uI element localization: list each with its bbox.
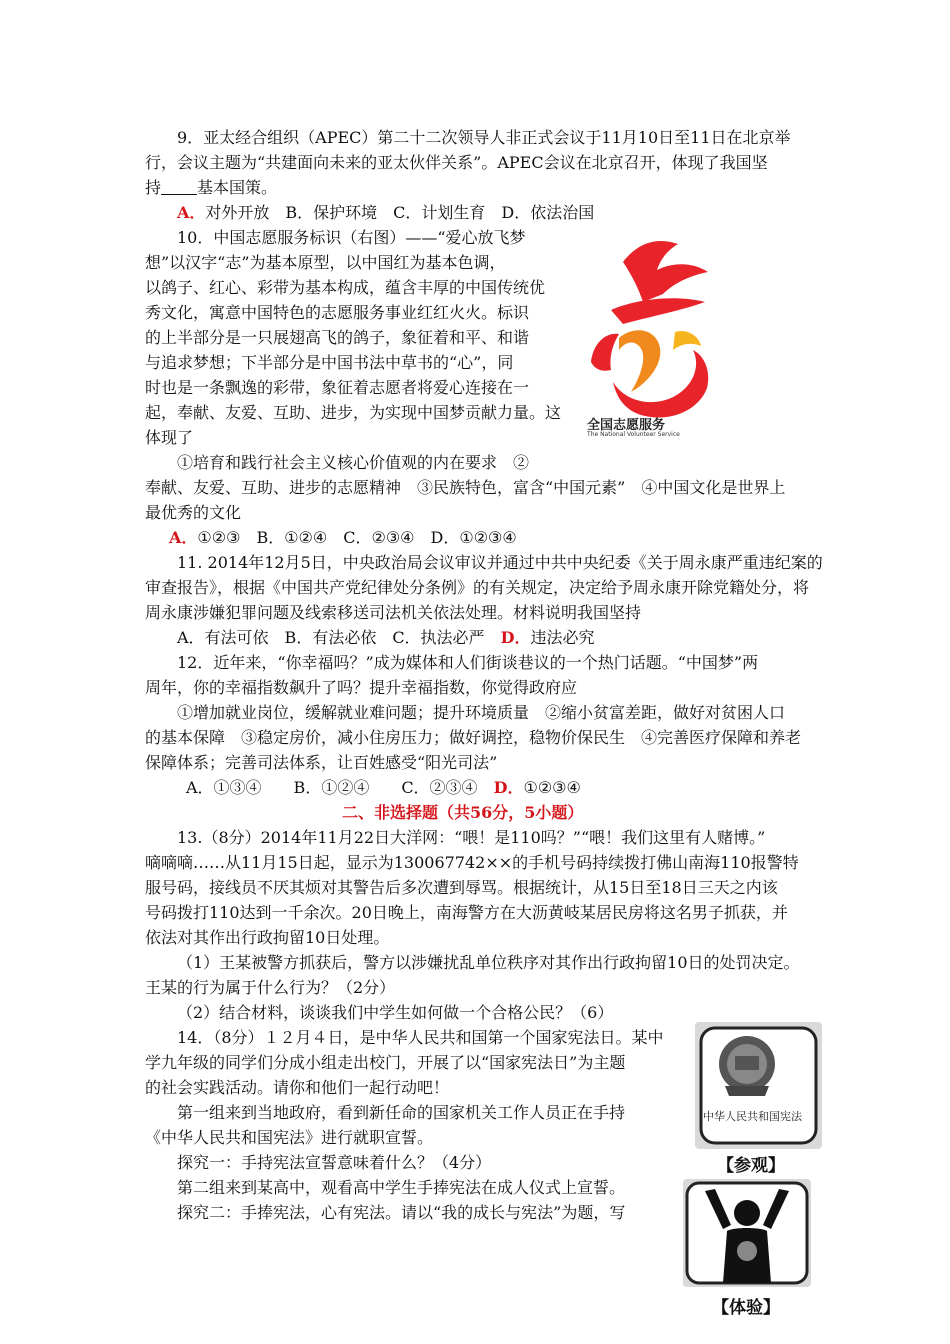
q10-line: 体现了 bbox=[145, 428, 194, 447]
q12-line-4: 的基本保障 ③稳定房价，减小住房压力；做好调控，稳物价保民生 ④完善医疗保障和养老 bbox=[145, 728, 802, 747]
q13-sub-1: （1）王某被警方抓获后，警方以涉嫌扰乱单位秩序对其作出行政拘留10日的处罚决定。 bbox=[177, 953, 800, 972]
person-raising-arms-icon bbox=[683, 1179, 811, 1287]
q10-line: 与追求梦想；下半部分是中国书法中草书的“心”，同 bbox=[145, 353, 514, 372]
logo-title: 全国志愿服务 bbox=[587, 418, 666, 433]
q13-line-1: 13.（8分）2014年11月22日大洋网：“喂！是110吗？”“喂！我们这里有人赌博。” bbox=[177, 828, 766, 847]
q13-line-2: 嘀嘀嘀……从11月15日起，显示为130067742××的手机号码持续拨打佛山南海110报警特 bbox=[145, 853, 799, 872]
q14-line-4: 第一组来到当地政府，看到新任命的国家机关工作人员正在手持 bbox=[177, 1103, 626, 1122]
q12-line-3: ①增加就业岗位，缓解就业难问题；提升环境质量 ②缩小贫富差距，做好对贫困人口 bbox=[177, 703, 786, 722]
q10-line: 10．中国志愿服务标识（右图）——“爱心放飞梦 bbox=[177, 228, 526, 247]
q11-options bbox=[177, 626, 594, 650]
q9-answer: A． bbox=[177, 203, 206, 222]
q13-sub-2: （2）结合材料，谈谈我们中学生如何做一个合格公民？（6） bbox=[177, 1003, 614, 1022]
q10-options-text: ①②③ B．①②④ C．②③④ D．①②③④ bbox=[197, 528, 517, 547]
q9-line-3a: 持 bbox=[145, 178, 162, 197]
q12-line-5: 保障体系；完善司法体系，让百姓感受“阳光司法” bbox=[145, 753, 498, 772]
q10-options bbox=[169, 526, 517, 550]
q10-line: 的上半部分是一只展翅高飞的鸽子，象征着和平、和谐 bbox=[145, 328, 530, 347]
q10-line: 以鸽子、红心、彩带为基本构成，蕴含丰厚的中国传统优 bbox=[145, 278, 546, 297]
q14-line-8: 探究二：手捧宪法，心有宪法。请以“我的成长与宪法”为题，写 bbox=[177, 1203, 626, 1222]
q14-line-7: 第二组来到某高中，观看高中学生手捧宪法在成人仪式上宣誓。 bbox=[177, 1178, 626, 1197]
q9-options bbox=[177, 201, 594, 225]
q10-statement-3: 最优秀的文化 bbox=[145, 503, 242, 522]
q12-options-text: A．①③④ B．①②④ C．②③④ bbox=[186, 778, 478, 797]
q13-line-3: 服号码，接线员不厌其烦对其警告后多次遭到辱骂。根据统计，从15日至18日三天之内该 bbox=[145, 878, 778, 897]
q12-line-2: 周年，你的幸福指数飙升了吗？提升幸福指数，你觉得政府应 bbox=[145, 678, 578, 697]
answer-blank bbox=[161, 178, 197, 195]
q9-line-3 bbox=[145, 176, 277, 200]
q14-line-6: 探究一：手持宪法宣誓意味着什么？（4分） bbox=[177, 1153, 492, 1172]
q10-statement-1: ①培育和践行社会主义核心价值观的内在要求 ② bbox=[177, 453, 530, 472]
q10-line: 想”以汉字“志”为基本原型，以中国红为基本色调， bbox=[145, 253, 506, 272]
q11-answer: D． bbox=[500, 628, 531, 647]
q12-option-d: ①②③④ bbox=[523, 778, 581, 797]
q14-line-2: 学九年级的同学们分成小组走出校门，开展了以“国家宪法日”为主题 bbox=[145, 1053, 626, 1072]
q10-answer: A． bbox=[169, 528, 198, 547]
q14-line-5: 《中华人民共和国宪法》进行就职宣誓。 bbox=[145, 1128, 434, 1147]
constitution-picture bbox=[695, 1022, 822, 1149]
q10-line: 秀文化，寓意中国特色的志愿服务事业红红火火。标识 bbox=[145, 303, 530, 322]
q12-options bbox=[186, 776, 581, 800]
volunteer-service-logo bbox=[583, 232, 713, 447]
q14-line-1: 14．（8分）１２月４日，是中华人民共和国第一个国家宪法日。某中 bbox=[177, 1028, 664, 1047]
caption-experience: 【体验】 bbox=[712, 1298, 780, 1318]
q14-line-3: 的社会实践活动。请你和他们一起行动吧！ bbox=[145, 1078, 450, 1097]
q11-options-text: A．有法可依 B．有法必依 C．执法必严 bbox=[177, 628, 485, 647]
q11-line-3: 周永康涉嫌犯罪问题及线索移送司法机关依法处理。材料说明我国坚持 bbox=[145, 603, 642, 622]
q12-answer: D． bbox=[493, 778, 524, 797]
q10-statement-2: 奉献、友爱、互助、进步的志愿精神 ③民族特色，富含“中国元素” ④中国文化是世界上 bbox=[145, 478, 786, 497]
oath-picture bbox=[683, 1179, 811, 1287]
q9-line-2: 行，会议主题为“共建面向未来的亚太伙伴关系”。APEC会议在北京召开，体现了我国坚 bbox=[145, 153, 768, 172]
q9-line-3b: 基本国策。 bbox=[197, 178, 278, 197]
q13-line-4: 号码拨打110达到一千余次。20日晚上，南海警方在大沥黄岐某居民房将这名男子抓获，并 bbox=[145, 903, 788, 922]
caption-visit: 【参观】 bbox=[717, 1156, 785, 1176]
constitution-book-icon bbox=[695, 1022, 822, 1149]
section-heading: 二、非选择题（共56分，5小题） bbox=[342, 803, 584, 822]
constitution-label: 中华人民共和国宪法 bbox=[703, 1110, 802, 1123]
q9-options-text: 对外开放 B．保护环境 C．计划生育 D．依法治国 bbox=[205, 203, 595, 222]
q12-line-1: 12．近年来，“你幸福吗？”成为媒体和人们街谈巷议的一个热门话题。“中国梦”两 bbox=[177, 653, 759, 672]
logo-subtitle: The National Volunteer Service bbox=[587, 431, 680, 438]
q11-option-d: 违法必究 bbox=[530, 628, 595, 647]
q9-line-1: 9．亚太经合组织（APEC）第二十二次领导人非正式会议于11月10日至11日在北京举 bbox=[177, 128, 791, 147]
q13-sub-1b: 王某的行为属于什么行为？（2分） bbox=[145, 978, 396, 997]
q10-line: 时也是一条飘逸的彩带，象征着志愿者将爱心连接在一 bbox=[145, 378, 530, 397]
q10-line: 起，奉献、友爱、互助、进步，为实现中国梦贡献力量。这 bbox=[145, 403, 562, 422]
q11-line-1: 11. 2014年12月5日，中央政治局会议审议并通过中共中央纪委《关于周永康严重违纪案的 bbox=[177, 553, 823, 572]
q13-line-5: 依法对其作出行政拘留10日处理。 bbox=[145, 928, 390, 947]
q11-line-2: 审查报告》，根据《中国共产党纪律处分条例》的有关规定，决定给予周永康开除党籍处分，将 bbox=[145, 578, 810, 597]
